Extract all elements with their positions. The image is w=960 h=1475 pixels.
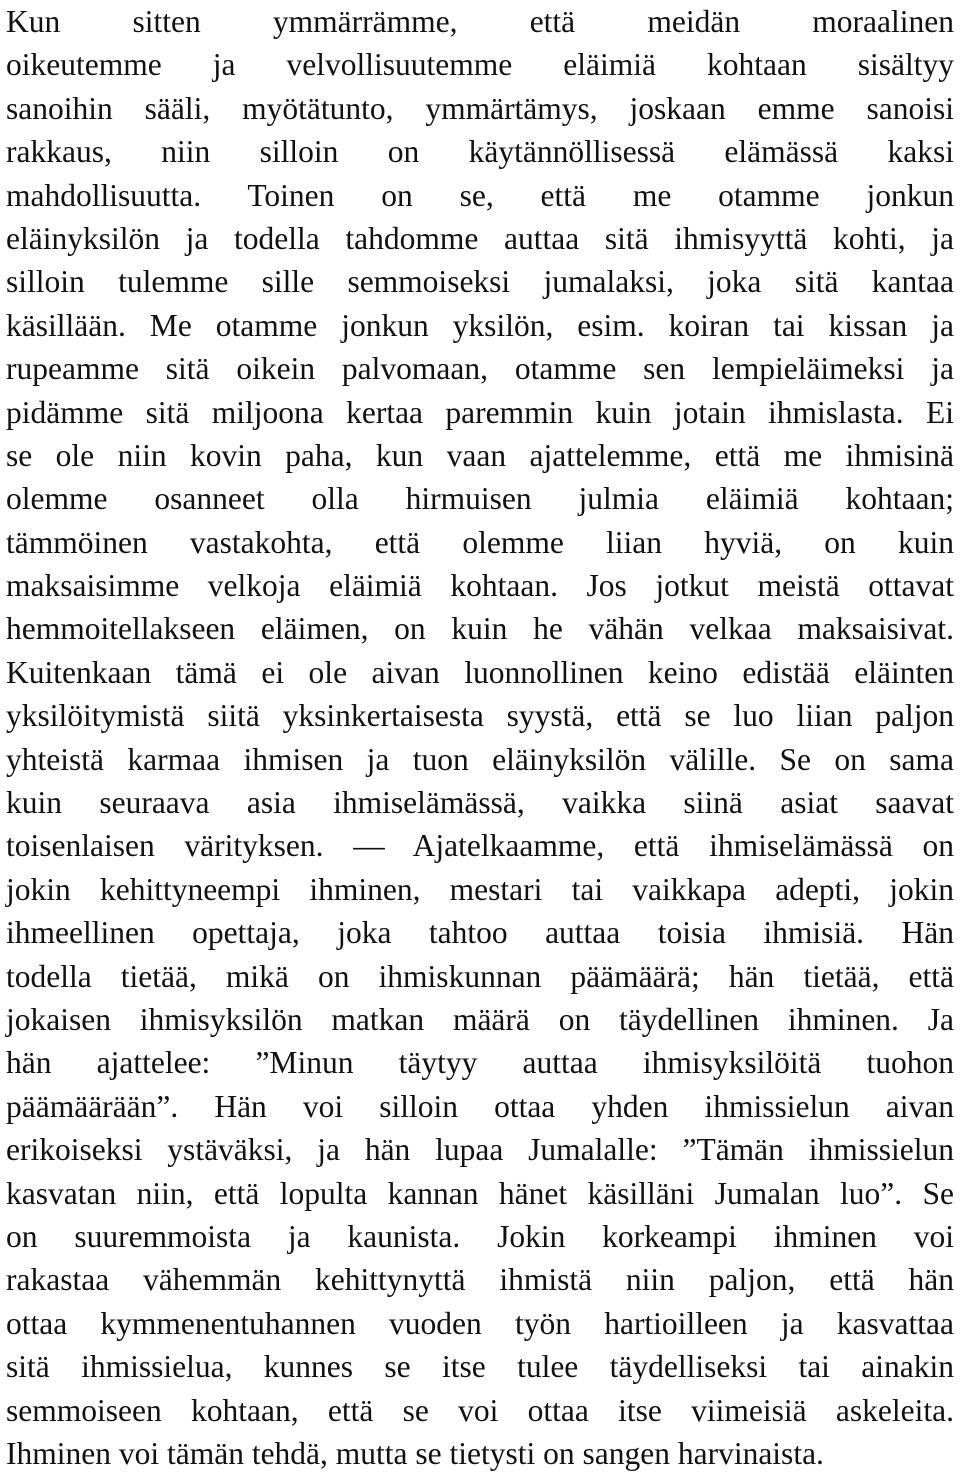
text-line: todella tietää, mikä on ihmiskunnan päämäärä; hän tietää, että [6,958,954,994]
text-line: Kun sitten ymmärrämme, että meidän moraalinen [6,4,954,39]
text-line: rakastaa vähemmän kehittynyttä ihmistä niin paljon, että hän [6,1262,954,1298]
text-line: erikoiseksi ystäväksi, ja hän lupaa Jumalalle: ”Tämän ihmissielun [6,1132,954,1168]
text-line: rupeamme sitä oikein palvomaan, otamme sen lempieläimeksi ja [6,351,954,387]
text-line: yhteistä karmaa ihmisen ja tuon eläinyksilön välille. Se on sama [6,741,954,777]
text-line: sanoihin sääli, myötätunto, ymmärtämys, joskaan emme sanoisi [6,90,954,126]
text-line: jokin kehittyneempi ihminen, mestari tai vaikkapa adepti, jokin [6,871,954,907]
text-line: käsillään. Me otamme jonkun yksilön, esim. koiran tai kissan ja [6,307,954,343]
text-line: maksaisimme velkoja eläimiä kohtaan. Jos jotkut meistä ottavat [6,568,954,604]
text-line: jokaisen ihmisyksilön matkan määrä on täydellinen ihminen. Ja [6,1001,954,1037]
text-line: kasvatan niin, että lopulta kannan hänet käsilläni Jumalan luo”. Se [6,1175,954,1211]
text-line: on suuremmoista ja kaunista. Jokin korkeampi ihminen voi [6,1218,954,1254]
text-line: oikeutemme ja velvollisuutemme eläimiä kohtaan sisältyy [6,47,954,83]
text-line: se ole niin kovin paha, kun vaan ajattelemme, että me ihmisinä [6,437,954,473]
text-line: rakkaus, niin silloin on käytännöllisessä elämässä kaksi [6,134,954,170]
text-line: hän ajattelee: ”Minun täytyy auttaa ihmisyksilöitä tuohon [6,1045,954,1081]
text-line: kuin seuraava asia ihmiselämässä, vaikka siinä asiat saavat [6,785,954,821]
text-line: olemme osanneet olla hirmuisen julmia eläimiä kohtaan; [6,481,954,517]
text-line: päämäärään”. Hän voi silloin ottaa yhden ihmissielun aivan [6,1088,954,1124]
text-line: tämmöinen vastakohta, että olemme liian hyviä, on kuin [6,524,954,560]
text-line: semmoiseen kohtaan, että se voi ottaa itse viimeisiä askeleita. [6,1392,954,1428]
text-line: Ihminen voi tämän tehdä, mutta se tietysti on sangen harvinaista. [6,1435,824,1471]
body-paragraph [6,0,954,1475]
text-line: yksilöitymistä siitä yksinkertaisesta syystä, että se luo liian paljon [6,698,954,734]
text-line: pidämme sitä miljoona kertaa paremmin kuin jotain ihmislasta. Ei [6,394,954,430]
text-line: silloin tulemme sille semmoiseksi jumalaksi, joka sitä kantaa [6,264,954,300]
text-line: hemmoitellakseen eläimen, on kuin he vähän velkaa maksaisivat. [6,611,954,647]
text-line: Kuitenkaan tämä ei ole aivan luonnollinen keino edistää eläinten [6,654,954,690]
text-line: mahdollisuutta. Toinen on se, että me otamme jonkun [6,177,954,213]
text-line: ottaa kymmenentuhannen vuoden työn hartioilleen ja kasvattaa [6,1305,954,1341]
text-line: ihmeellinen opettaja, joka tahtoo auttaa toisia ihmisiä. Hän [6,915,954,951]
text-line: eläinyksilön ja todella tahdomme auttaa sitä ihmisyyttä kohti, ja [6,220,954,256]
text-line: toisenlaisen värityksen. — Ajatelkaamme, että ihmiselämässä on [6,828,954,864]
text-line: sitä ihmissielua, kunnes se itse tulee täydelliseksi tai ainakin [6,1349,954,1385]
